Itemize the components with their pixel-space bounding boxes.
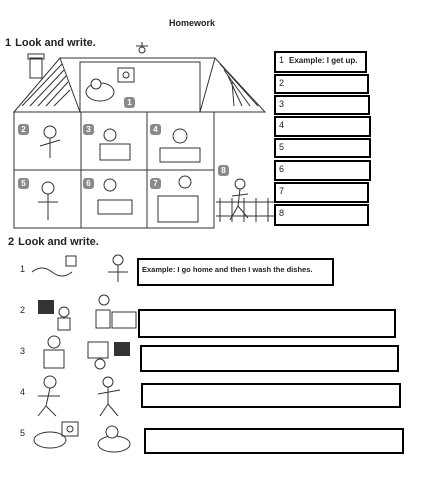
answer-box-text: Example: I get up. [289, 56, 358, 65]
answer-box-5[interactable] [274, 138, 371, 158]
row-5-answer-box[interactable] [144, 428, 404, 454]
answer-box-number: 2 [279, 78, 285, 88]
room-6-badge: 6 [83, 178, 94, 189]
answer-box-6[interactable] [274, 160, 371, 181]
answer-box-number: 6 [279, 164, 285, 174]
section-2-number: 2 [8, 236, 15, 248]
answer-box-7[interactable] [274, 182, 369, 203]
section-1-number: 1 [5, 37, 12, 49]
example-answer-box: Example: I go home and then I wash the dishes. [137, 258, 334, 286]
row-5-pictures [34, 422, 130, 452]
room-5-badge: 5 [18, 178, 29, 189]
row-1-pictures [32, 255, 128, 282]
room-3-badge: 3 [83, 124, 94, 135]
row-5-number: 5 [20, 428, 26, 438]
answer-box-3[interactable] [274, 95, 370, 115]
answer-box-number: 5 [279, 142, 285, 152]
room-2-badge: 2 [18, 124, 29, 135]
section-2-heading [8, 236, 99, 248]
answer-box-number: 3 [279, 99, 285, 109]
house-illustration [10, 40, 275, 230]
answer-box-2[interactable] [274, 74, 369, 94]
row-3-number: 3 [20, 346, 26, 356]
row-4-number: 4 [20, 387, 26, 397]
answer-box-8[interactable] [274, 204, 369, 226]
room-1-badge: 1 [124, 97, 135, 108]
section-2-title: Look and write. [18, 236, 99, 248]
answer-box-4[interactable] [274, 116, 371, 137]
row-4-pictures [38, 376, 120, 416]
page-title: Homework [168, 18, 215, 28]
row-illustrations [28, 250, 138, 460]
row-3-pictures [44, 336, 130, 369]
room-7-badge: 7 [150, 178, 161, 189]
answer-box-number: 4 [279, 120, 285, 130]
row-2-number: 2 [20, 305, 26, 315]
answer-box-number: 8 [279, 208, 285, 218]
answer-box-1[interactable] [274, 51, 367, 73]
section-1-title: Look and write. [15, 37, 96, 49]
row-4-answer-box[interactable] [141, 383, 401, 408]
row-3-answer-box[interactable] [140, 345, 399, 372]
room-4-badge: 4 [150, 124, 161, 135]
row-2-answer-box[interactable] [138, 309, 396, 338]
row-1-number: 1 [20, 264, 26, 274]
answer-box-number: 7 [279, 186, 285, 196]
room-8-badge: 8 [218, 165, 229, 176]
row-2-pictures [38, 295, 136, 330]
answer-box-number: 1 [279, 55, 285, 65]
